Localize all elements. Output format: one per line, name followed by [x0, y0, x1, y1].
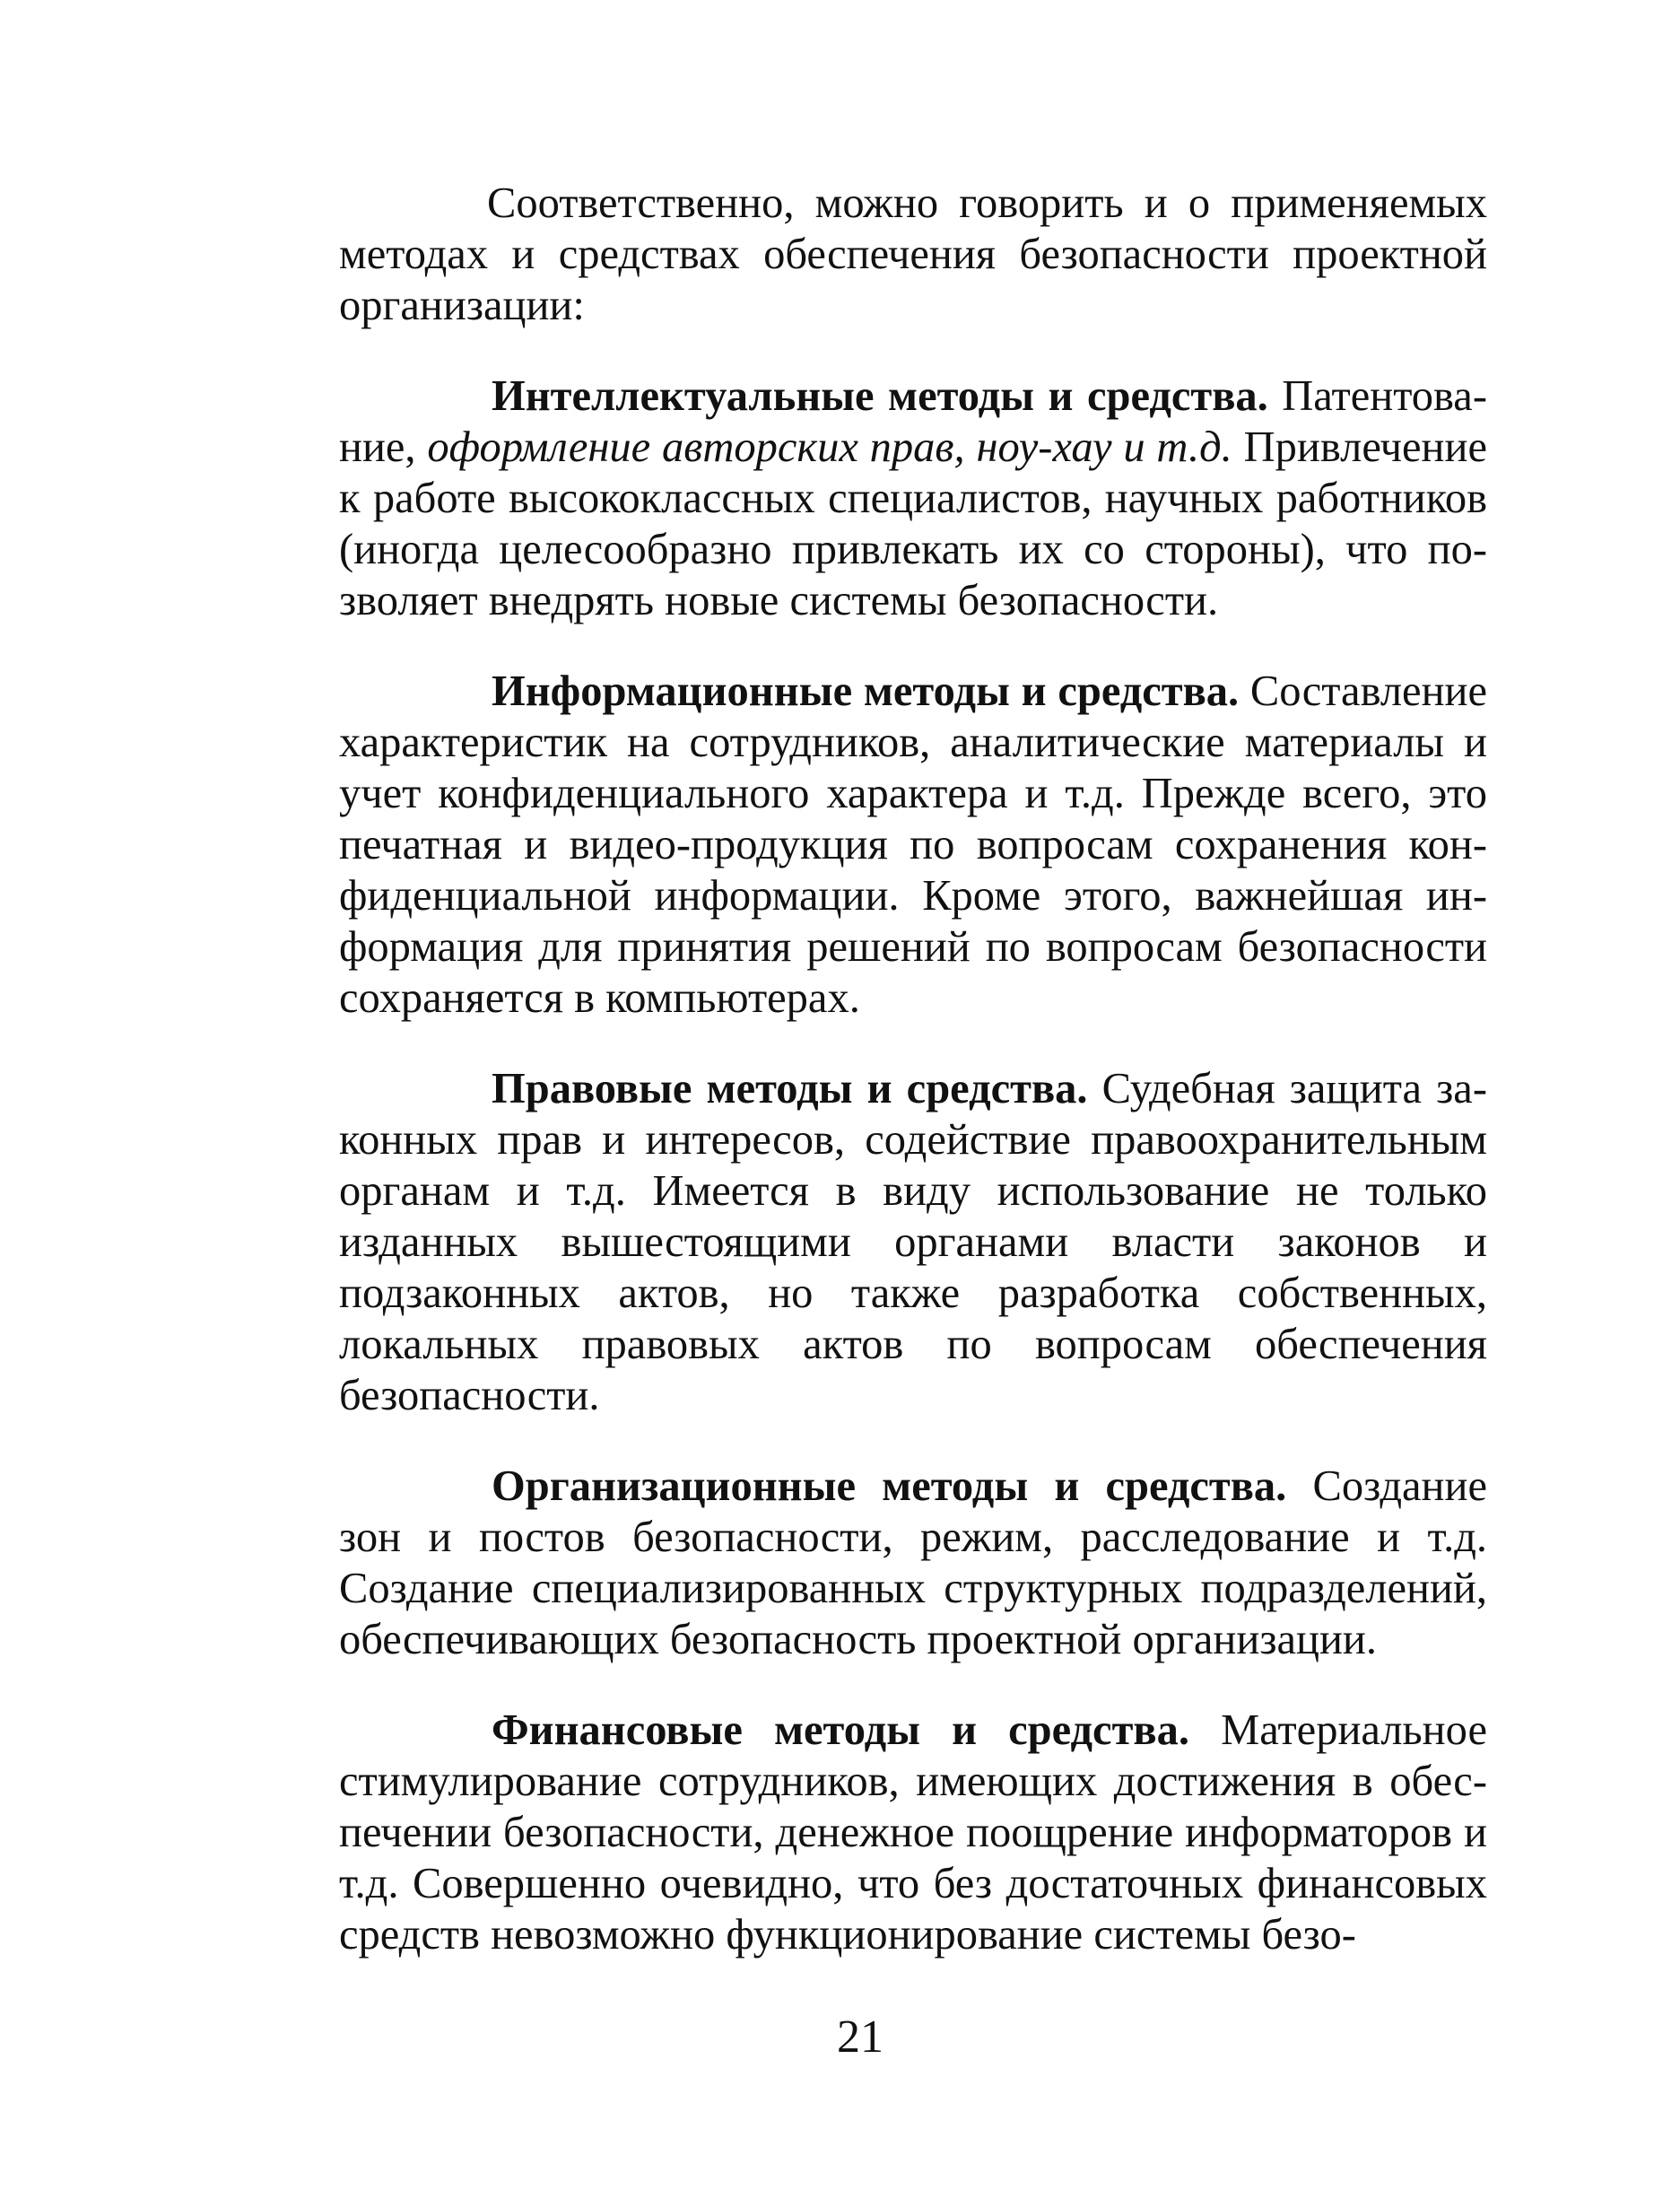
section-heading: Интеллектуальные методы и средства. [492, 372, 1268, 420]
section-lead: Патентование, [339, 372, 1487, 471]
section-text: Создание зон и постов безопасности, режим, расследование и т.д. Создание специализированных структурных подразделений, обеспечивающих безопасность проектной организации. [339, 1462, 1487, 1663]
section-heading: Информационные методы и средства. [492, 667, 1240, 715]
page-number: 21 [837, 2011, 884, 2063]
section-financial [339, 1705, 1487, 1960]
section-legal [339, 1063, 1487, 1421]
section-text: Составление характеристик на сотрудников, аналитические материалы и учет конфиденциального характера и т.д. Прежде всего, это печатная и видео-продукция по вопросам сохранения конфиденциальной информации. Кроме этого, важнейшая информация для принятия решений по вопросам безопасности сохраняется в компьютерах. [339, 667, 1488, 1022]
page-body [339, 178, 1487, 2000]
section-text: Материальное стимулирование сотрудников, имеющих достижения в обеспечении безопасности, денежное поощрение информаторов и т.д. Совершенно очевидно, что без достаточных финансовых средств невозможно функционирование системы безо- [339, 1706, 1488, 1959]
section-text: Судебная защита законных прав и интересов, содействие правоохранительным органам и т.д. Имеется в виду использование не только изданных вышестоящими органами власти законов и подзаконных актов, но также разработка собственных, локальных правовых актов по вопросам обеспечения безопасности. [339, 1065, 1487, 1419]
section-information [339, 666, 1487, 1024]
section-heading: Финансовые методы и средства. [492, 1706, 1189, 1754]
section-text: Привлечение к работе высококлассных специалистов, научных работников (иногда целесообразно привлекать их со стороны), что позволяет внедрять новые системы безопасности. [339, 423, 1487, 624]
section-italic: оформление авторских прав, ноу-хау и т.д. [427, 423, 1232, 471]
intro-paragraph: Соответственно, можно говорить и о применяемых методах и средствах обеспечения безопасности проектной организации: [339, 179, 1487, 329]
section-organizational [339, 1461, 1487, 1665]
section-heading: Правовые методы и средства. [492, 1065, 1088, 1112]
section-intellectual [339, 371, 1487, 626]
section-heading: Организационные методы и средства. [492, 1462, 1287, 1510]
